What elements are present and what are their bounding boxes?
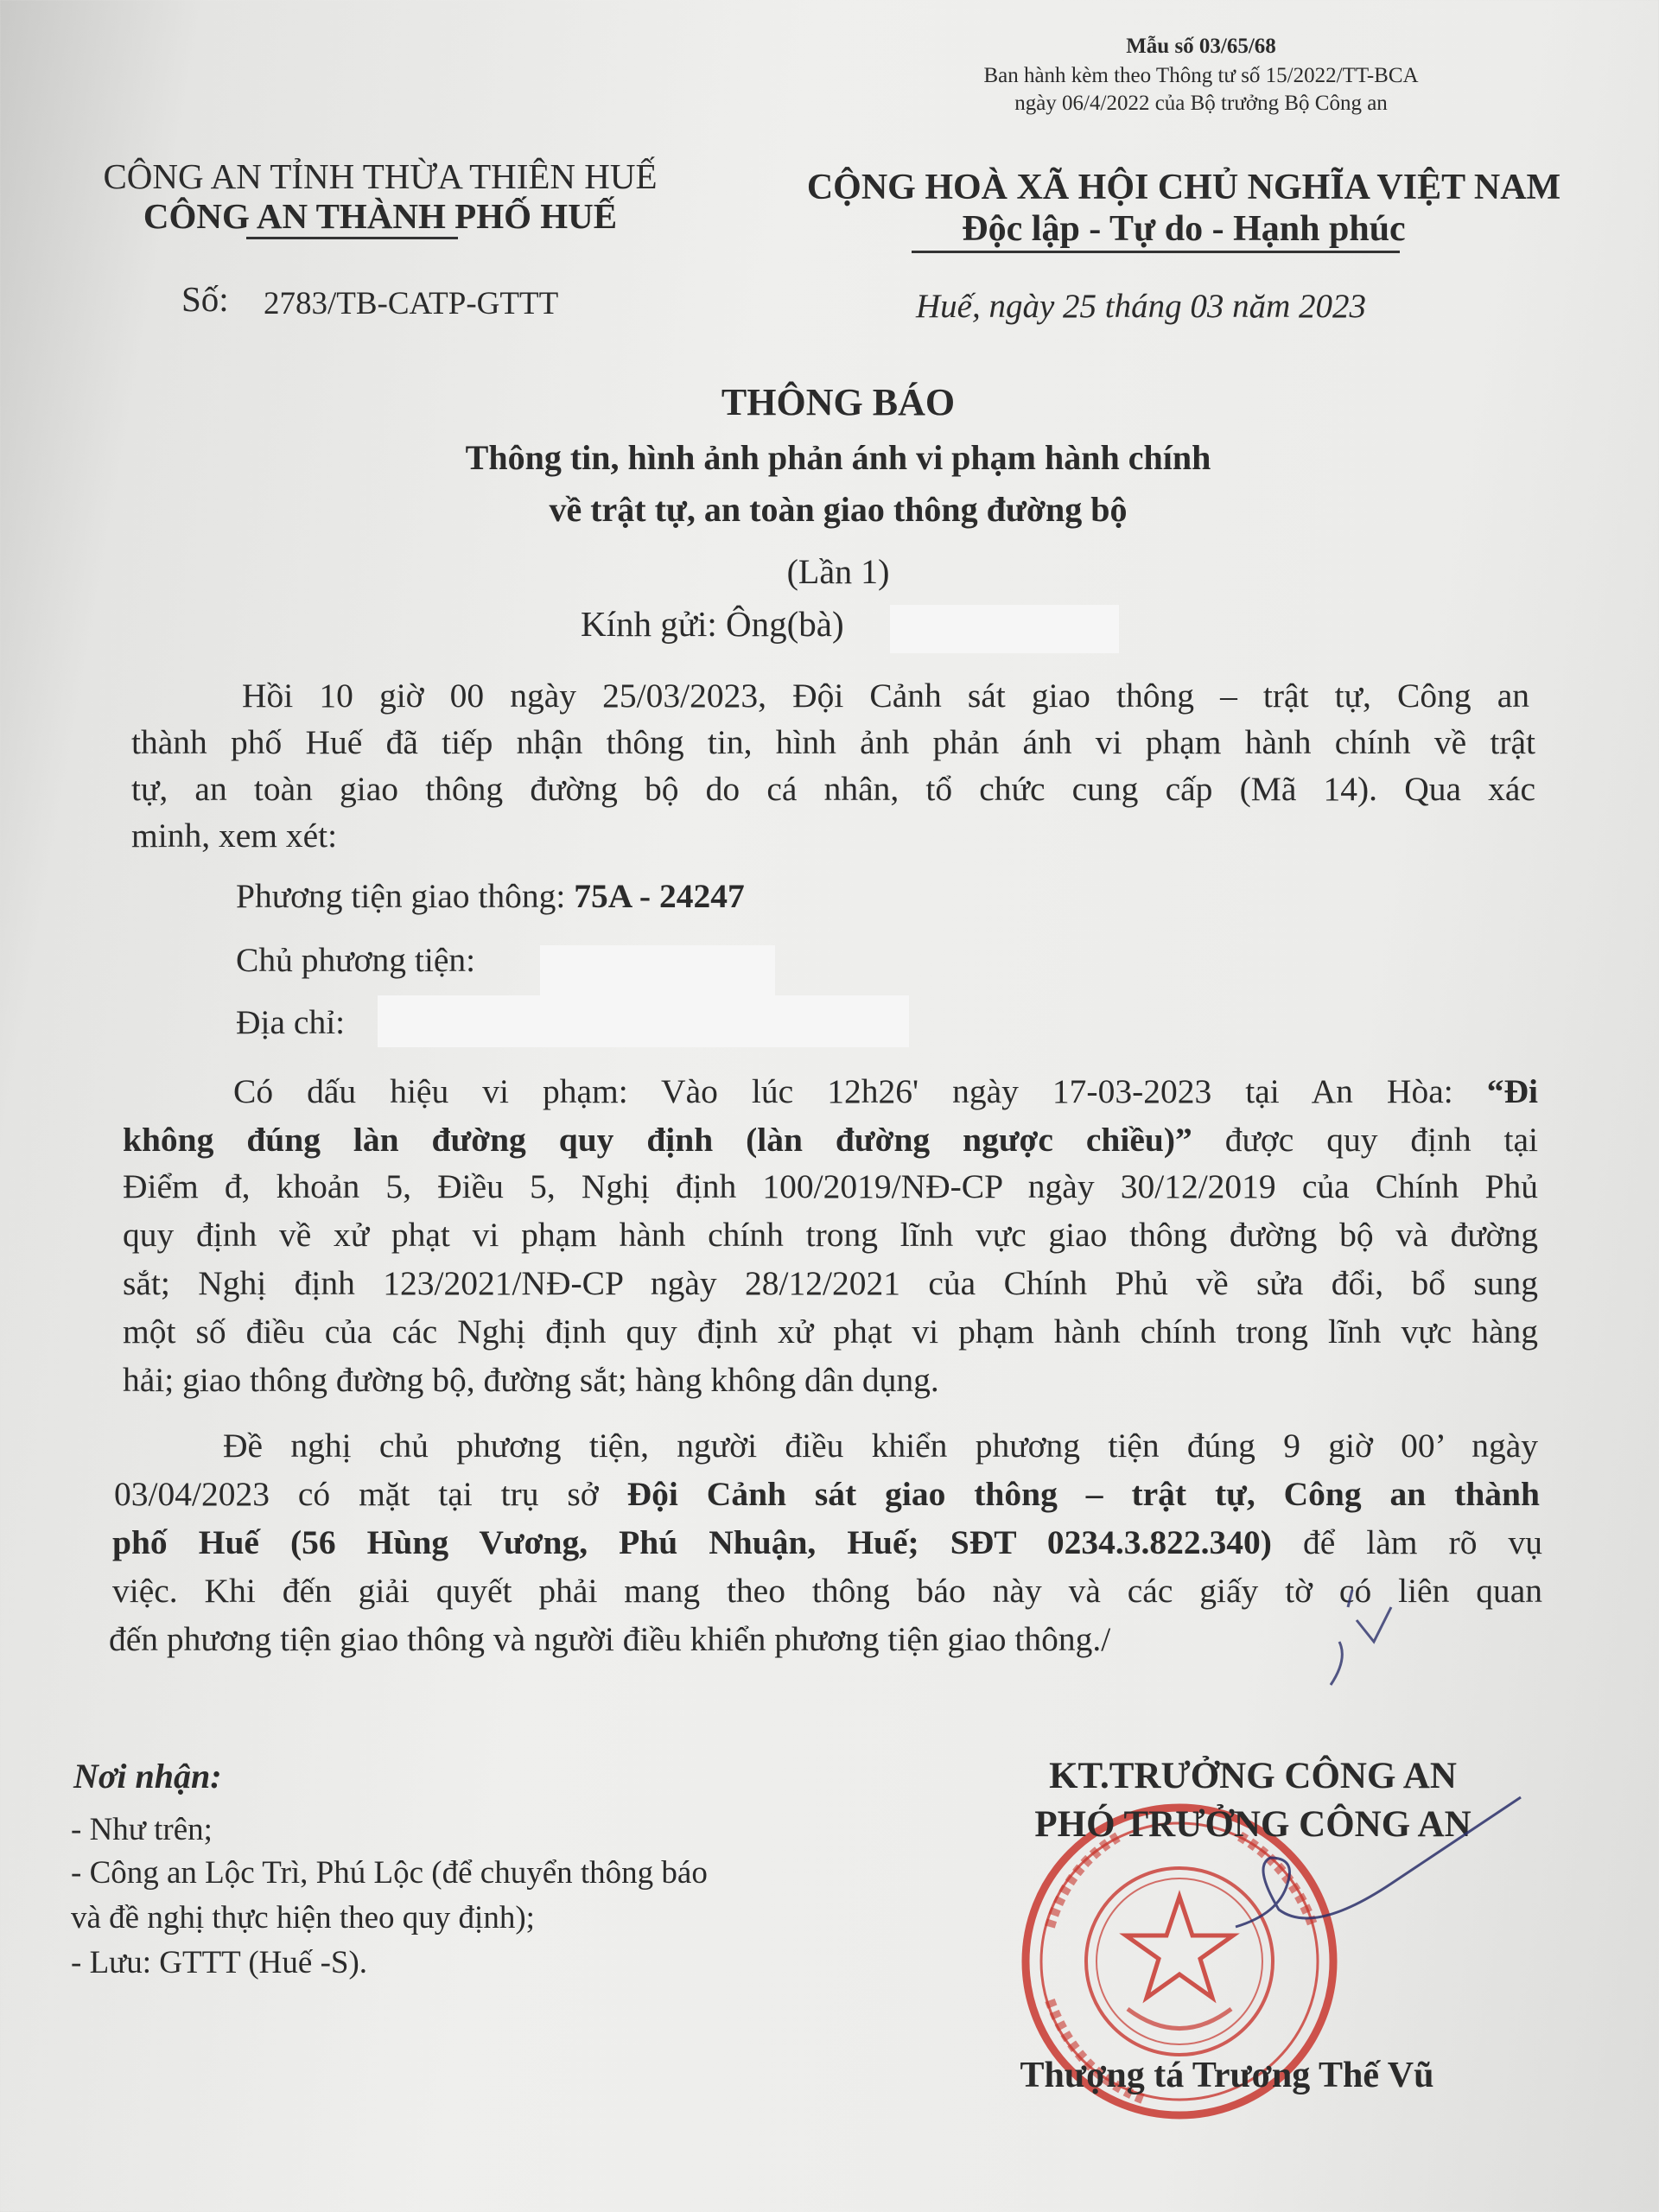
request-line-5: đến phương tiện giao thông và người điều khiển phương tiện giao thông./ bbox=[109, 1620, 1111, 1658]
request-line-2 bbox=[114, 1471, 1540, 1517]
redaction-address bbox=[378, 995, 909, 1047]
intro-line-4: minh, xem xét: bbox=[131, 817, 338, 855]
violation-line-2 bbox=[123, 1116, 1538, 1163]
request-office-address: phố Huế (56 Hùng Vương, Phú Nhuận, Huế; SĐT 0234.3.822.340) bbox=[112, 1523, 1272, 1561]
violation-line-4: quy định về xử phạt vi phạm hành chính trong lĩnh vực giao thông đường bộ và đường bbox=[123, 1216, 1538, 1254]
doc-number-label: Số: bbox=[181, 279, 229, 319]
form-number: Mẫu số 03/65/68 bbox=[1126, 35, 1276, 58]
redaction-owner bbox=[540, 945, 775, 997]
nation-name: CỘNG HOÀ XÃ HỘI CHỦ NGHĨA VIỆT NAM bbox=[806, 168, 1561, 207]
request-date: 03/04/2023 có mặt tại trụ sở bbox=[114, 1475, 599, 1513]
vehicle-row bbox=[236, 873, 745, 919]
signature-title: PHÓ TRƯỞNG CÔNG AN bbox=[1034, 1804, 1471, 1845]
round-number: (Lần 1) bbox=[786, 552, 890, 591]
handwritten-signature bbox=[1020, 1573, 1538, 1970]
signer-name: Thượng tá Trương Thế Vũ bbox=[1020, 2056, 1434, 2095]
violation-description: không đúng làn đường quy định (làn đường ngược chiều)” bbox=[123, 1121, 1192, 1159]
violation-regulated-at: được quy định tại bbox=[1224, 1121, 1539, 1159]
owner-label: Chủ phương tiện: bbox=[236, 941, 476, 979]
nation-motto: Độc lập - Tự do - Hạnh phúc bbox=[962, 209, 1406, 249]
request-line-4: việc. Khi đến giải quyết phải mang theo thông báo này và các giấy tờ có liên quan bbox=[112, 1572, 1542, 1610]
violation-line-5: sắt; Nghị định 123/2021/NĐ-CP ngày 28/12/2021 của Chính Phủ về sửa đổi, bổ sung bbox=[123, 1264, 1538, 1302]
agency-parent: CÔNG AN TỈNH THỪA THIÊN HUẾ bbox=[103, 156, 658, 196]
doc-number: 2783/TB-CATP-GTTT bbox=[264, 286, 559, 321]
agency-name: CÔNG AN THÀNH PHỐ HUẾ bbox=[143, 196, 618, 236]
request-line-1: Đề nghị chủ phương tiện, người điều khiển phương tiện đúng 9 giờ 00’ ngày bbox=[223, 1427, 1538, 1465]
place-date: Huế, ngày 25 tháng 03 năm 2023 bbox=[916, 288, 1367, 325]
address-label: Địa chỉ: bbox=[236, 1003, 346, 1041]
plate-label: Phương tiện giao thông: bbox=[236, 877, 566, 915]
document-subtitle-1: Thông tin, hình ảnh phản ánh vi phạm hành chính bbox=[465, 438, 1211, 477]
request-line-3 bbox=[112, 1519, 1542, 1566]
request-purpose: để làm rõ vụ bbox=[1302, 1523, 1543, 1561]
document-title: THÔNG BÁO bbox=[721, 381, 956, 423]
violation-quote-start: “Đi bbox=[1486, 1072, 1538, 1110]
violation-line-3: Điểm đ, khoản 5, Điều 5, Nghị định 100/2019/NĐ-CP ngày 30/12/2019 của Chính Phủ bbox=[123, 1167, 1538, 1205]
recipient-item: - Như trên; bbox=[71, 1812, 213, 1847]
document-subtitle-2: về trật tự, an toàn giao thông đường bộ bbox=[549, 490, 1128, 529]
motto-underline bbox=[912, 251, 1400, 253]
form-issued-line1: Ban hành kèm theo Thông tư số 15/2022/TT-BCA bbox=[983, 64, 1419, 87]
violation-line-1 bbox=[233, 1068, 1538, 1115]
request-office: Đội Cảnh sát giao thông – trật tự, Công an thành bbox=[626, 1475, 1540, 1513]
intro-line-3: tự, an toàn giao thông đường bộ do cá nhân, tổ chức cung cấp (Mã 14). Qua xác bbox=[131, 770, 1535, 808]
addressee-label: Kính gửi: Ông(bà) bbox=[581, 604, 844, 644]
violation-line-6: một số điều của các Nghị định quy định xử phạt vi phạm hành chính trong lĩnh vực hàng bbox=[123, 1313, 1538, 1351]
agency-underline bbox=[246, 237, 458, 239]
violation-intro: Có dấu hiệu vi phạm: Vào lúc 12h26' ngày 17-03-2023 tại An Hòa: bbox=[233, 1072, 1453, 1110]
form-issued-line2: ngày 06/4/2022 của Bộ trưởng Bộ Công an bbox=[1014, 92, 1388, 115]
redaction-addressee bbox=[890, 605, 1119, 653]
violation-line-7: hải; giao thông đường bộ, đường sắt; hàng không dân dụng. bbox=[123, 1361, 939, 1399]
recipient-item: và đề nghị thực hiện theo quy định); bbox=[71, 1900, 535, 1936]
recipients-title: Nơi nhận: bbox=[73, 1757, 222, 1796]
license-plate: 75A - 24247 bbox=[574, 877, 745, 915]
recipient-item: - Lưu: GTTT (Huế -S). bbox=[71, 1945, 368, 1980]
signature-authority: KT.TRƯỞNG CÔNG AN bbox=[1049, 1756, 1457, 1796]
intro-line-1: Hồi 10 giờ 00 ngày 25/03/2023, Đội Cảnh sát giao thông – trật tự, Công an bbox=[242, 677, 1529, 715]
intro-line-2: thành phố Huế đã tiếp nhận thông tin, hình ảnh phản ánh vi phạm hành chính về trật bbox=[131, 723, 1535, 761]
recipient-item: - Công an Lộc Trì, Phú Lộc (để chuyển thông báo bbox=[71, 1855, 708, 1891]
